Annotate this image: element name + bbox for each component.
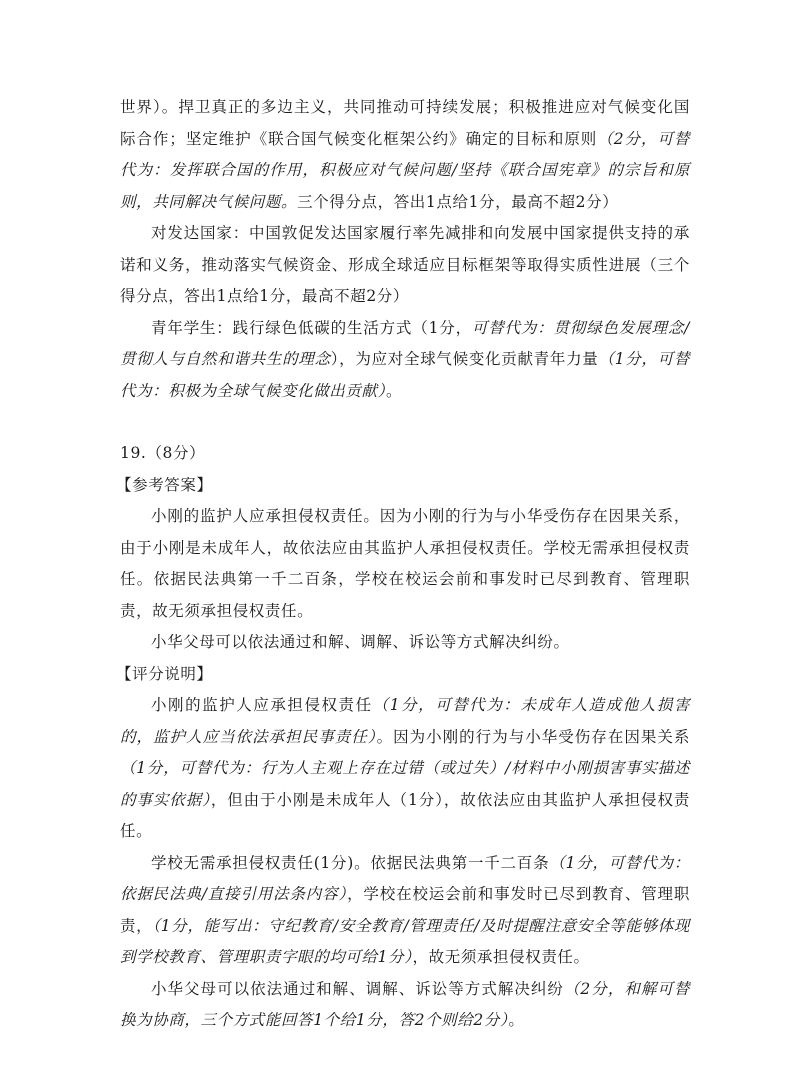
rubric-paragraph-school [120, 848, 690, 974]
text-segment: 。因为小刚的行为与小华受伤存在因果关系 [376, 727, 690, 746]
rubric-paragraph-guardian [120, 690, 690, 848]
answer-paragraph-liability [120, 501, 690, 627]
italic-text-segment: 可替代为：贯彻绿色发展理念/贯彻人与自然和谐共生的理念 [120, 318, 690, 368]
paragraph-international-cooperation [120, 92, 690, 218]
text-segment: ），为应对全球气候变化贡献青年力量 [330, 350, 599, 368]
text-segment: 学校无需承担侵权责任(1分)。依据民法典第一千二百条 [151, 853, 550, 872]
text-segment: 世界）。捍卫真正的多边主义，共同推动可持续发展；积极推进应对气候变化国际合作；坚定维护《联合国气候变化框架公约》确定的目标和原则 [120, 98, 690, 148]
italic-text-segment: （1分，能写出：守纪教育/安全教育/管理责任/及时提醒注意安全等能够体现到学校教育、管理职责字眼的均可给1分） [120, 916, 691, 966]
italic-text-segment: （1分，可替代为：行为人主观上存在过错（或过失）/材料中小刚损害事实描述的事实依据） [120, 759, 690, 809]
text-segment: ，学校在校运会前和事发时已尽到教育、管理职责， [120, 885, 690, 935]
text-segment: 。 [385, 381, 403, 400]
text-segment: 小华父母可以依法通过和解、调解、诉讼等方式解决纠纷。 [151, 633, 570, 651]
text-segment: 青年学生：践行绿色低碳的生活方式（1分， [151, 318, 472, 337]
text-segment: ，故无须承担侵权责任。 [412, 948, 590, 966]
document-page [116, 92, 691, 1037]
text-segment: ，但由于小刚是未成年人（1分），故依法应由其监护人承担侵权责任。 [120, 790, 690, 840]
text-segment: 三个得分点，答出1点给1分，最高不超2分） [297, 192, 619, 211]
italic-text-segment: （1分，可替代为：依据民法典/直接引用法条内容） [120, 853, 690, 903]
text-segment: 对发达国家：中国敦促发达国家履行率先减排和向发展中国家提供支持的承诺和义务，推动落实气候资金、形成全球适应目标框架等取得实质性进展（三个得分点，答出1点给1分，最高不超2分） [120, 224, 690, 305]
reference-answer-label: 【参考答案】 [116, 475, 213, 494]
italic-text-segment: （2分，可替代为：发挥联合国的作用，积极应对气候问题/坚持《联合国宪章》的宗旨和原则，共同解决气候问题。 [120, 129, 690, 211]
rubric-paragraph-dispute [120, 974, 690, 1037]
italic-text-segment: （1分，可替代为：积极为全球气候变化做出贡献） [120, 350, 690, 400]
text-segment: 小刚的监护人应承担侵权责任 [151, 696, 373, 714]
paragraph-developed-countries [120, 218, 690, 313]
paragraph-young-students [120, 313, 690, 408]
text-segment: 小刚的监护人应承担侵权责任。因为小刚的行为与小华受伤存在因果关系，由于小刚是未成年人，故依法应由其监护人承担侵权责任。学校无需承担侵权责任。依据民法典第一千二百条，学校在校运会前和事发时已尽到教育、管理职责，故无须承担侵权责任。 [120, 507, 690, 620]
answer-paragraph-dispute [120, 627, 690, 659]
text-segment: 小华父母可以依法通过和解、调解、诉讼等方式解决纠纷 [151, 979, 564, 998]
scoring-notes-label: 【评分说明】 [116, 664, 213, 683]
text-segment: 。 [508, 1011, 525, 1029]
italic-text-segment: （1分，可替代为：未成年人造成他人损害的，监护人应当依法承担民事责任） [120, 696, 690, 746]
italic-text-segment: （2分，和解可替换为协商，三个方式能回答1个给1分，答2个则给2分） [120, 979, 690, 1029]
question-19-header: 19.（8分） [120, 444, 206, 462]
